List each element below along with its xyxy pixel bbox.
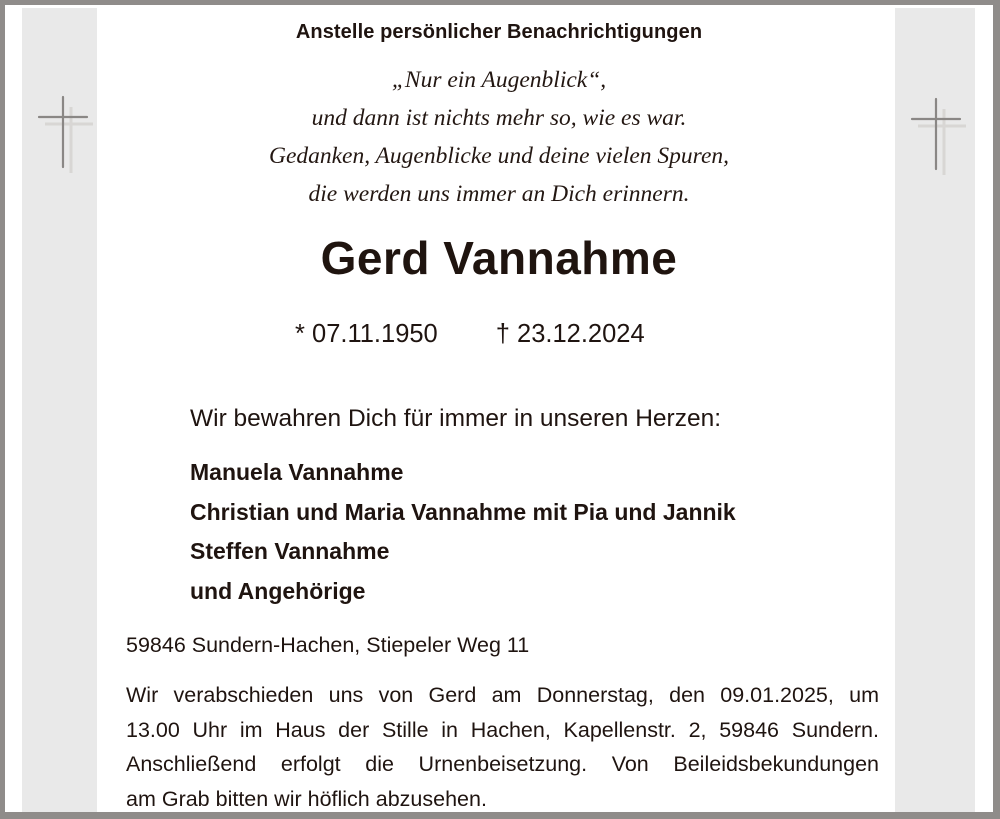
mourner: Steffen Vannahme <box>190 538 390 564</box>
poem-line: „Nur ein Augenblick“, <box>391 67 607 93</box>
mourner: Christian und Maria Vannahme mit Pia und Jannik <box>190 498 736 525</box>
poem <box>5 61 993 213</box>
mourners-list <box>190 453 736 611</box>
poem-line: Gedanken, Augenblicke und deine vielen Spuren, <box>268 143 730 169</box>
service-line: Anschließend erfolgt die Urnenbeisetzung. Von Beileidsbekundungen <box>126 752 879 776</box>
service-line: Wir verabschieden uns von Gerd am Donnerstag, den 09.01.2025, um <box>126 683 879 707</box>
mourner: und Angehörige <box>190 577 366 604</box>
service-line: 13.00 Uhr im Haus der Stille in Hachen, Kapellenstr. 2, 59846 Sundern. <box>126 717 879 742</box>
closing-line: Wir bewahren Dich für immer in unseren Herzen: <box>190 405 722 432</box>
deceased-name: Gerd Vannahme <box>320 232 678 284</box>
birth-date: * 07.11.1950 <box>295 320 438 348</box>
family-address: 59846 Sundern-Hachen, Stiepeler Weg 11 <box>126 633 530 657</box>
poem-line: und dann ist nichts mehr so, wie es war. <box>311 105 687 131</box>
poem-line: die werden uns immer an Dich erinnern. <box>308 181 690 207</box>
obituary-notice <box>5 5 993 812</box>
notice-heading: Anstelle persönlicher Benachrichtigungen <box>295 21 703 43</box>
service-line: am Grab bitten wir höflich abzusehen. <box>126 786 487 811</box>
service-details <box>126 678 879 812</box>
life-dates <box>295 320 645 349</box>
mourner: Manuela Vannahme <box>190 459 404 485</box>
death-date: † 23.12.2024 <box>495 320 645 348</box>
